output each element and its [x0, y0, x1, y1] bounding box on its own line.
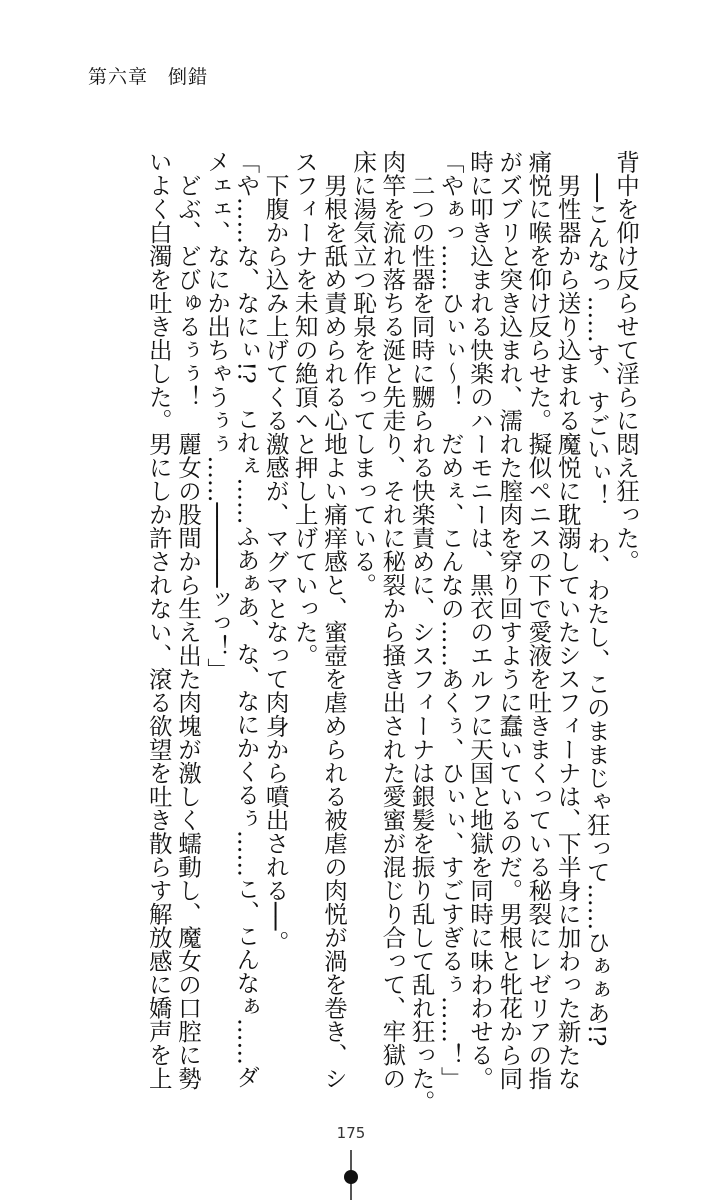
- page-number: 175: [336, 1124, 366, 1142]
- text-line: 男根を舐め責められる心地よい痛痒感と、蜜壺を虐められる被虐の肉悦が渦を巻き、シ: [319, 150, 348, 1090]
- text-line: ──こんなっ……す、すごいぃ！ わ、わたし、このままじゃ狂って……ひぁぁあ!?: [582, 150, 611, 1047]
- text-line: メェェ、なにか出ちゃうぅぅ……──────ッっ！」: [203, 150, 232, 682]
- text-line: 男性器から送り込まれる魔悦に耽溺していたシスフィーナは、下半身に加わった新たな: [553, 150, 582, 1090]
- folio-dot: [344, 1170, 358, 1184]
- running-head: 第六章 倒錯: [88, 66, 209, 88]
- text-line: 下腹から込み上げてくる激感が、マグマとなって肉身から噴出される──。: [261, 150, 290, 954]
- text-line: 背中を仰け反らせて淫らに悶え狂った。: [612, 150, 640, 573]
- text-line: いよく白濁を吐き出した。男にしか許されない、滾る欲望を吐き散らす解放感に嬌声を上: [144, 150, 173, 1090]
- text-line: 痛悦に喉を仰け反らせた。擬似ペニスの下で愛液を吐きまくっている秘裂にレゼリアの指: [524, 150, 553, 1090]
- text-line: がズブリと突き込まれ、濡れた膣肉を穿り回すように蠢いているのだ。男根と牝花から同: [495, 150, 524, 1090]
- text-line: 時に叩き込まれる快楽のハーモニーは、黒衣のエルフに天国と地獄を同時に味わわせる。: [465, 150, 494, 1090]
- text-line: 「やぁっ……ひぃぃ〜！ だめぇ、こんなの……あくぅ、ひぃぃ、すごすぎるぅ……！」: [436, 150, 465, 1090]
- body-text: [50, 150, 640, 1114]
- text-line: 肉竿を流れ落ちる涎と先走り、それに秘裂から掻き出された愛蜜が混じり合って、牢獄の: [378, 150, 407, 1090]
- text-line: どぶ、どびゅるぅぅ！ 麗女の股間から生え出た肉塊が激しく蠕動し、魔女の口腔に勢: [173, 150, 202, 1090]
- text-line: 「や……な、なにぃ!? これぇ……ふあぁあ、な、なにかくるぅ……こ、こんなぁ……ダ: [232, 150, 261, 1089]
- text-line: 床に湯気立つ恥泉を作ってしまっている。: [349, 150, 378, 597]
- text-line: スフィーナを未知の絶頂へと押し上げていった。: [290, 150, 319, 667]
- text-line: 二つの性器を同時に嬲られる快楽責めに、シスフィーナは銀髪を振り乱して乱れ狂った。: [407, 150, 436, 1114]
